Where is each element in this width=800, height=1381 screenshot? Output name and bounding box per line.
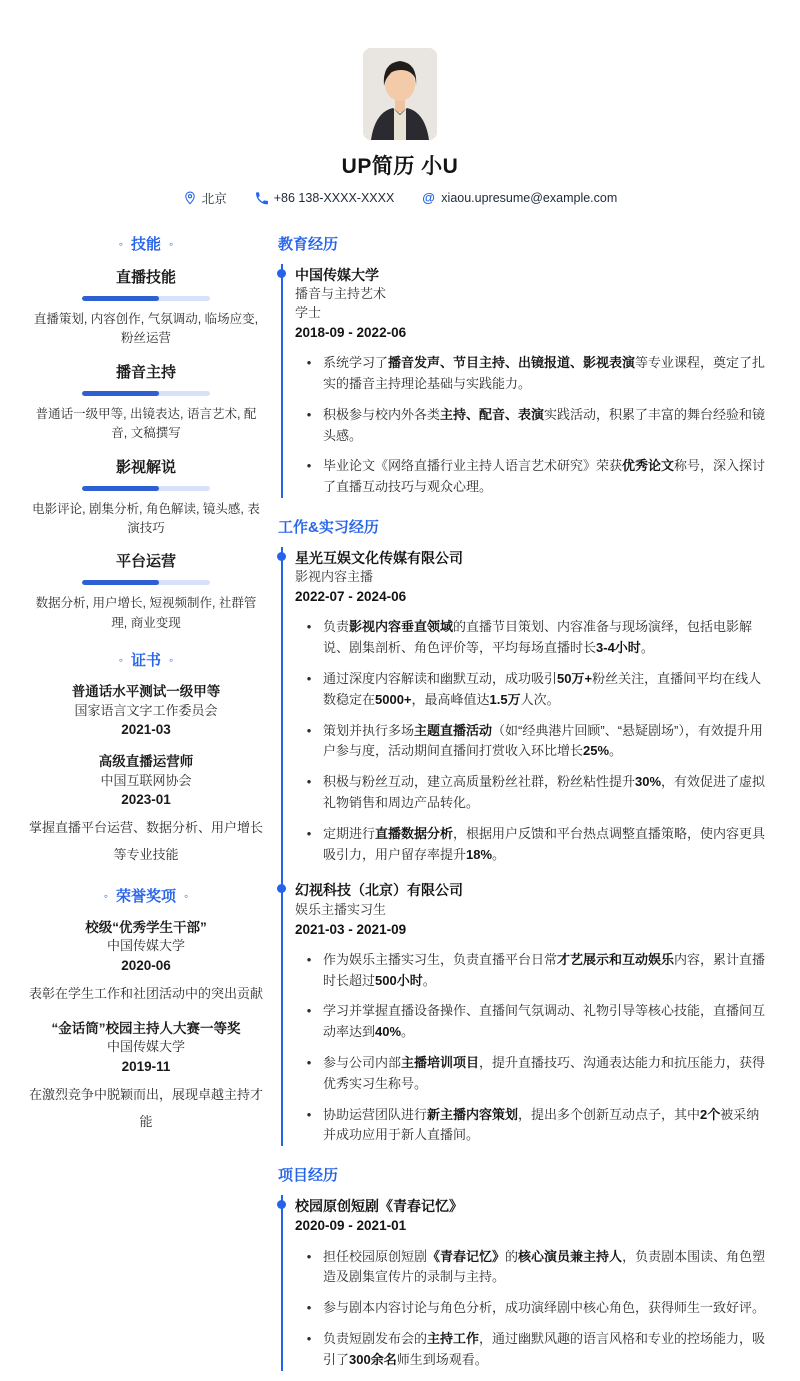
bullet-text-bold-segment: 影视内容垂直领域 — [349, 619, 454, 635]
bullet-text-bold-segment: 30% — [635, 774, 662, 790]
bullet-text-segment: 等专业课程，奠定了扎实的播音主持理论基础与实践能力。 — [323, 355, 766, 392]
timeline-dot — [277, 269, 286, 278]
entry-date: 2021-03 - 2021-09 — [295, 921, 407, 937]
contact-location — [183, 189, 227, 207]
main-column — [278, 221, 772, 1381]
section-title: 工作&实习经历 — [278, 519, 379, 537]
bullet-text-segment: ，最高峰值达 — [411, 691, 490, 707]
bullet-item — [295, 1001, 772, 1043]
credential-org: 中国互联网协会 — [100, 772, 192, 788]
bullet-marker: • — [306, 458, 312, 474]
bullet-text-segment: 的 — [505, 1248, 519, 1264]
skill-keywords: 普通话一级甲等, 出镜表达, 语言艺术, 配音, 文稿撰写 — [35, 406, 257, 441]
bullet-text — [323, 617, 772, 659]
bullet-text-bold-segment: 优秀论文 — [622, 458, 675, 474]
credential-desc: 掌握直播平台运营、数据分析、用户增长等专业技能 — [28, 819, 263, 863]
bullet-text-segment: 负责 — [323, 619, 350, 635]
credential-org: 中国传媒大学 — [106, 938, 185, 954]
bullet-text-bold-segment: 主题直播活动 — [414, 722, 493, 738]
bullet-text-bold-segment: 300余名 — [349, 1351, 397, 1367]
credential-date: 2019-11 — [121, 1059, 171, 1075]
bullet-item — [295, 950, 772, 992]
bullet-text-bold-segment: 主持、配音、表演 — [440, 406, 545, 422]
credential-name: 普通话水平测试一级甲等 — [71, 684, 221, 699]
contact-email — [422, 191, 617, 205]
content-columns — [0, 221, 800, 1381]
decorative-dot: ◦ — [103, 888, 108, 903]
timeline-entry — [295, 547, 772, 865]
entry-title: 星光互娱文化传媒有限公司 — [295, 550, 463, 567]
bullet-text-bold-segment: 1.5万 — [489, 691, 521, 707]
bullet-item — [295, 824, 772, 866]
bullet-item — [295, 353, 772, 395]
bullet-text-bold-segment: 40% — [375, 1024, 402, 1040]
bullet-marker: • — [306, 774, 312, 790]
credential-org: 国家语言文字工作委员会 — [74, 702, 218, 718]
email-icon: @ — [422, 190, 435, 205]
entry-title: 校园原创短剧《青春记忆》 — [295, 1198, 463, 1215]
sidebar-section-title-text: 技能 — [130, 236, 161, 253]
timeline-entry — [295, 1195, 772, 1371]
skill-name: 影视解说 — [115, 458, 176, 476]
entry-subtitle: 学士 — [295, 305, 322, 321]
bullet-item — [295, 1329, 772, 1371]
candidate-name: UP简历 小U — [341, 155, 459, 178]
entry-title: 幻视科技（北京）有限公司 — [295, 882, 463, 899]
skill-progress-bar — [82, 391, 210, 396]
skill-progress-bar — [82, 296, 210, 301]
bullet-text — [323, 353, 772, 395]
bullet-marker: • — [306, 1054, 312, 1070]
bullet-item — [295, 1105, 772, 1147]
bullet-text-bold-segment: 主持工作 — [427, 1331, 480, 1347]
decorative-dot: ◦ — [118, 237, 123, 251]
bullet-text-segment: ，通过幽默风趣的语言风格和专业的控场能力，吸引了 — [323, 1331, 766, 1367]
bullet-text-segment: 人次。 — [520, 691, 560, 707]
bullet-text-bold-segment: 播音发声、节目主持、出镜报道、影视表演 — [388, 355, 636, 371]
bullet-marker: • — [306, 722, 312, 738]
section-timeline — [281, 264, 772, 498]
bullet-text-bold-segment: 500小时 — [375, 972, 423, 988]
sidebar — [28, 221, 264, 1141]
skill-progress-bar — [82, 486, 210, 491]
bullet-text-bold-segment: 5000+ — [375, 691, 412, 707]
skill-progress-fill — [82, 486, 159, 491]
contact-row — [0, 189, 800, 207]
bullet-text-segment: 系统学习了 — [323, 355, 389, 371]
bullet-item — [295, 405, 772, 447]
bullet-text-segment: 内容，累计直播时长超过 — [323, 951, 766, 988]
bullet-text-segment: 毕业论文《网络直播行业主持人语言艺术研究》荣获 — [323, 458, 623, 474]
bullet-text — [323, 1298, 772, 1319]
bullet-text-segment: 实践活动，积累了丰富的舞台经验和镜头感。 — [323, 406, 766, 443]
bullet-text — [323, 1247, 772, 1289]
bullet-text-segment: ，根据用户反馈和平台热点调整直播策略，使内容更具吸引力，用户留存率提升 — [323, 825, 766, 862]
bullet-text-segment: 的直播节目策划、内容准备与现场演绎，包括电影解说、剧集剖析、角色评价等，平均每场直播时长 — [323, 619, 753, 656]
location-icon — [183, 191, 197, 205]
bullet-text — [323, 1053, 772, 1095]
bullet-text-segment: 学习并掌握直播设备操作、直播间气氛调动、礼物引导等核心技能，直播间互动率达到 — [323, 1003, 766, 1040]
section-timeline — [281, 547, 772, 1146]
bullet-marker: • — [306, 1331, 312, 1347]
bullet-text-bold-segment: 50万+ — [557, 671, 593, 686]
bullet-marker: • — [306, 406, 312, 422]
bullet-text-segment: 粉丝关注，直播间平均在线人数稳定在 — [323, 671, 762, 707]
decorative-dot: ◦ — [184, 888, 189, 903]
bullet-text-segment: ，负责剧本围读、角色塑造及剧集宣传片的录制与主持。 — [323, 1248, 766, 1285]
timeline-entry — [295, 264, 772, 498]
bullet-text — [323, 721, 772, 763]
entry-date: 2022-07 - 2024-06 — [295, 589, 407, 605]
bullet-marker: • — [306, 951, 312, 967]
bullet-item — [295, 1247, 772, 1289]
contact-phone — [255, 191, 395, 205]
bullet-text — [323, 1329, 772, 1371]
bullet-text-segment: 参与剧本内容讨论与角色分析，成功演绎剧中核心角色，获得师生一致好评。 — [323, 1300, 766, 1316]
bullet-marker: • — [306, 1248, 312, 1264]
skill-name: 直播技能 — [115, 269, 176, 286]
bullet-text — [323, 1105, 772, 1147]
bullet-text-segment: 通过深度内容解读和幽默互动，成功吸引 — [323, 671, 558, 686]
bullet-text-segment: 参与公司内部 — [323, 1054, 402, 1070]
skill-keywords: 直播策划, 内容创作, 气氛调动, 临场应变, 粉丝运营 — [33, 312, 259, 346]
bullet-text — [323, 950, 772, 992]
bullet-text-bold-segment: 2个 — [700, 1106, 721, 1122]
location-text: 北京 — [201, 192, 227, 206]
timeline-dot — [277, 1200, 286, 1209]
entry-date: 2020-09 - 2021-01 — [295, 1218, 407, 1234]
bullet-item — [295, 772, 772, 814]
section-timeline — [281, 1195, 772, 1371]
bullet-text — [323, 772, 772, 814]
bullet-text-segment: 负责短剧发布会的 — [323, 1331, 428, 1347]
credential-desc: 在激烈竞争中脱颖而出，展现卓越主持才能 — [28, 1086, 263, 1130]
credential-name: 高级直播运营师 — [98, 753, 194, 769]
email-text: xiaou.upresume@example.com — [441, 191, 618, 205]
skill-progress-bar — [82, 580, 210, 585]
timeline-dot — [277, 884, 286, 893]
sidebar-section-title — [28, 233, 264, 254]
bullet-text-segment: ，有效促进了虚拟礼物销售和周边产品转化。 — [323, 774, 766, 810]
bullet-marker: • — [306, 619, 312, 635]
entry-subtitle: 影视内容主播 — [295, 569, 374, 585]
bullet-item — [295, 617, 772, 659]
credential-name: 校级“优秀学生干部” — [85, 919, 207, 935]
bullet-marker: • — [306, 671, 312, 686]
credential-desc: 表彰在学生工作和社团活动中的突出贡献 — [28, 985, 263, 1001]
bullet-text-bold-segment: 《青春记忆》 — [427, 1248, 506, 1264]
bullet-text — [323, 456, 772, 498]
skill-progress-fill — [82, 580, 159, 585]
entry-title: 中国传媒大学 — [295, 267, 379, 283]
bullet-text-bold-segment: 主播培训项目 — [401, 1054, 480, 1070]
section-title: 教育经历 — [278, 236, 339, 253]
bullet-text-bold-segment: 25% — [583, 743, 610, 759]
credential-date: 2021-03 — [121, 722, 171, 738]
entry-subtitle: 播音与主持艺术 — [295, 286, 387, 302]
bullet-marker: • — [306, 1300, 312, 1316]
bullet-item — [295, 1298, 772, 1319]
bullet-text-bold-segment: 新主播内容策划 — [427, 1106, 519, 1122]
sidebar-section-title — [28, 885, 264, 906]
timeline-dot — [277, 552, 286, 561]
bullet-text — [323, 1001, 772, 1043]
bullet-text-segment: 策划并执行多场 — [323, 722, 415, 738]
credential-org: 中国传媒大学 — [106, 1039, 185, 1055]
bullet-text-segment: 积极参与校内外各类 — [323, 406, 441, 422]
bullet-text-segment: （如“经典港片回顾”、“悬疑剧场”），有效提升用户参与度，活动期间直播间打赏收入环比增长 — [323, 722, 763, 759]
bullet-item — [295, 1053, 772, 1095]
bullet-text-bold-segment: 18% — [466, 846, 493, 862]
credential-date: 2020-06 — [121, 957, 171, 973]
bullet-text-segment: 。 — [422, 972, 436, 988]
bullet-text-bold-segment: 直播数据分析 — [375, 825, 454, 841]
bullet-text-segment: 协助运营团队进行 — [323, 1106, 428, 1122]
bullet-text-segment: 。 — [640, 640, 654, 656]
bullet-text — [323, 669, 772, 711]
skill-progress-fill — [82, 296, 159, 301]
bullet-text-segment: 积极与粉丝互动，建立高质量粉丝社群，粉丝粘性提升 — [323, 774, 636, 790]
bullet-text-segment: 定期进行 — [323, 825, 376, 841]
bullet-marker: • — [306, 1106, 312, 1122]
bullet-text-segment: 担任校园原创短剧 — [323, 1248, 428, 1264]
timeline-entry — [295, 879, 772, 1146]
bullet-item — [295, 456, 772, 498]
bullet-text-segment: 。 — [492, 846, 506, 862]
bullet-text-bold-segment: 才艺展示和互动娱乐 — [557, 951, 675, 967]
skill-name: 播音主持 — [115, 363, 176, 381]
bullet-item — [295, 669, 772, 711]
bullet-marker: • — [306, 355, 312, 371]
bullet-text — [323, 405, 772, 447]
bullet-text-bold-segment: 3-4小时 — [596, 640, 641, 656]
bullet-text-segment: ，提升直播技巧、沟通表达能力和抗压能力，获得优秀实习生称号。 — [323, 1054, 766, 1091]
skill-keywords: 电影评论, 剧集分析, 角色解读, 镜头感, 表演技巧 — [32, 501, 260, 535]
profile-photo-illustration — [363, 48, 437, 140]
skill-keywords: 数据分析, 用户增长, 短视频制作, 社群管理, 商业变现 — [35, 596, 257, 630]
section-title: 项目经历 — [278, 1167, 339, 1185]
bullet-text-bold-segment: 核心演员兼主持人 — [518, 1248, 623, 1264]
credential-name: “金话筒”校园主持人大赛一等奖 — [51, 1020, 241, 1036]
sidebar-section-title-text: 荣誉奖项 — [115, 887, 176, 905]
bullet-item — [295, 721, 772, 763]
bullet-marker: • — [306, 825, 312, 841]
credential-date: 2023-01 — [121, 792, 171, 808]
decorative-dot: ◦ — [169, 653, 174, 667]
entry-subtitle: 娱乐主播实习生 — [295, 901, 387, 917]
bullet-text-segment: 称号，深入探讨了直播互动技巧与观众心理。 — [323, 458, 766, 495]
bullet-text-segment: 。 — [401, 1024, 415, 1040]
decorative-dot: ◦ — [169, 237, 174, 251]
phone-icon — [255, 191, 269, 205]
bullet-text-segment: 师生到场观看。 — [396, 1351, 488, 1367]
phone-text: +86 138-XXXX-XXXX — [273, 191, 395, 205]
skill-progress-fill — [82, 391, 159, 396]
bullet-text-segment: 作为娱乐主播实习生，负责直播平台日常 — [323, 951, 558, 967]
entry-date: 2018-09 - 2022-06 — [295, 324, 407, 340]
sidebar-section-title-text: 证书 — [130, 652, 161, 669]
bullet-marker: • — [306, 1003, 312, 1019]
sidebar-section-title — [28, 649, 264, 670]
bullet-text — [323, 824, 772, 866]
decorative-dot: ◦ — [118, 653, 123, 667]
bullet-text-segment: ，提出多个创新互动点子，其中 — [518, 1106, 701, 1122]
bullet-text-segment: 。 — [609, 743, 623, 759]
bullet-text-segment: 被采纳并成功应用于新人直播间。 — [323, 1106, 760, 1143]
profile-photo — [363, 48, 437, 140]
skill-name: 平台运营 — [115, 553, 176, 571]
